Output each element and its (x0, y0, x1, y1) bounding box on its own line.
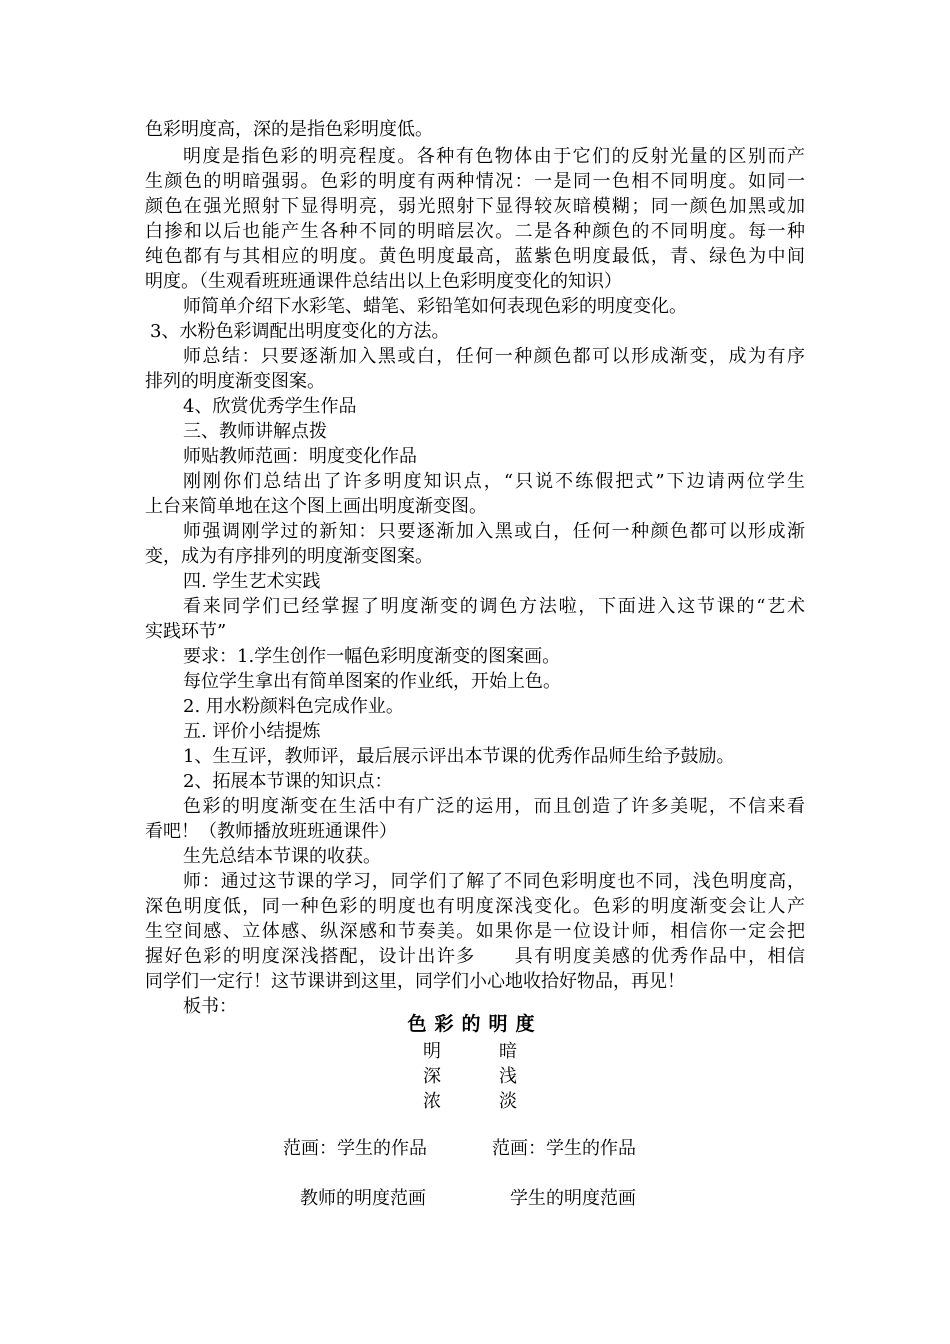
text-line: 变，成为有序排列的明度渐变图案。 (145, 546, 433, 567)
board-pair-left: 深 (423, 1066, 441, 1087)
text-line: 看来同学们已经掌握了明度渐变的调色方法啦，下面进入这节课的“艺术 (183, 596, 805, 617)
board-pair-right: 浅 (499, 1066, 517, 1087)
text-line: 颜色在强光照射下显得明亮，弱光照射下显得较灰暗模糊；同一颜色加黑或加 (145, 196, 805, 217)
text-line: 1、生互评，教师评，最后展示评出本节课的优秀作品师生给予鼓励。 (183, 746, 735, 767)
text-line: 师总结：只要逐渐加入黑或白，任何一种颜色都可以形成渐变，成为有序 (183, 346, 805, 367)
text-line: 师简单介绍下水彩笔、蜡笔、彩铅笔如何表现色彩的明度变化。 (183, 296, 687, 317)
text-line: 明度。（生观看班班通课件总结出以上色彩明度变化的知识） (145, 271, 622, 292)
text-line: 每位学生拿出有简单图案的作业纸，开始上色。 (183, 671, 561, 692)
list-heading: 3、水粉色彩调配出明度变化的方法。 (150, 321, 450, 342)
text-line: 排列的明度渐变图案。 (145, 371, 325, 392)
text-line: 握好色彩的明度深浅搭配，设计出许多 具有明度美感的优秀作品中，相信 (145, 946, 805, 967)
board-pair-right: 淡 (499, 1091, 517, 1112)
board-sample-right: 范画：学生的作品 (492, 1138, 636, 1159)
text-line: 师：通过这节课的学习，同学们了解了不同色彩明度也不同，浅色明度高， (183, 871, 805, 892)
text-line: 同学们一定行！这节课讲到这里，同学们小心地收拾好物品，再见！ (145, 971, 685, 992)
text-line: 生空间感、立体感、纵深感和节奏美。如果你是一位设计师，相信你一定会把 (145, 921, 805, 942)
text-line: 师强调刚学过的新知：只要逐渐加入黑或白，任何一种颜色都可以形成渐 (183, 521, 805, 542)
text-line: 色彩明度高，深的是指色彩明度低。 (145, 119, 433, 140)
text-line: 白掺和以后也能产生各种不同的明暗层次。二是各种颜色的不同明度。每一种 (145, 221, 805, 242)
text-line: 明度是指色彩的明亮程度。各种有色物体由于它们的反射光量的区别而产 (183, 146, 805, 167)
text-line: 师贴教师范画：明度变化作品 (183, 446, 417, 467)
text-line: 生颜色的明暗强弱。色彩的明度有两种情况：一是同一色相不同明度。如同一 (145, 171, 805, 192)
text-line: 实践环节” (145, 621, 227, 642)
text-line: 色彩的明度渐变在生活中有广泛的运用，而且创造了许多美呢，不信来看 (183, 796, 805, 817)
section-heading: 五. 评价小结提炼 (183, 721, 321, 742)
text-line: 2、拓展本节课的知识点： (183, 771, 393, 792)
text-line: 上台来简单地在这个图上画出明度渐变图。 (145, 496, 487, 517)
text-line: 纯色都有与其相应的明度。黄色明度最高，蓝紫色明度最低，青、绿色为中间 (145, 246, 805, 267)
list-heading: 4、欣赏优秀学生作品 (183, 396, 357, 417)
text-line: 要求：1.学生创作一幅色彩明度渐变的图案画。 (183, 646, 561, 667)
board-sample-left: 范画：学生的作品 (283, 1138, 427, 1159)
board-caption-left: 教师的明度范画 (300, 1188, 426, 1209)
text-line: 刚刚你们总结出了许多明度知识点，“只说不练假把式”下边请两位学生 (183, 471, 805, 492)
text-line: 看吧！（教师播放班班通课件） (145, 821, 397, 842)
text-line: 2. 用水粉颜料色完成作业。 (183, 696, 404, 717)
text-line: 生先总结本节课的收获。 (183, 846, 381, 867)
text-line: 深色明度低，同一种色彩的明度也有明度深浅变化。色彩的明度渐变会让人产 (145, 896, 805, 917)
board-pair-right: 暗 (499, 1041, 517, 1062)
board-label: 板书： (183, 996, 237, 1017)
board-pair-left: 浓 (423, 1091, 441, 1112)
board-caption-right: 学生的明度范画 (510, 1188, 636, 1209)
board-pair-left: 明 (423, 1041, 441, 1062)
board-title: 色彩的明度 (407, 1013, 543, 1035)
section-heading: 三、教师讲解点拨 (183, 421, 327, 442)
section-heading: 四. 学生艺术实践 (183, 571, 321, 592)
